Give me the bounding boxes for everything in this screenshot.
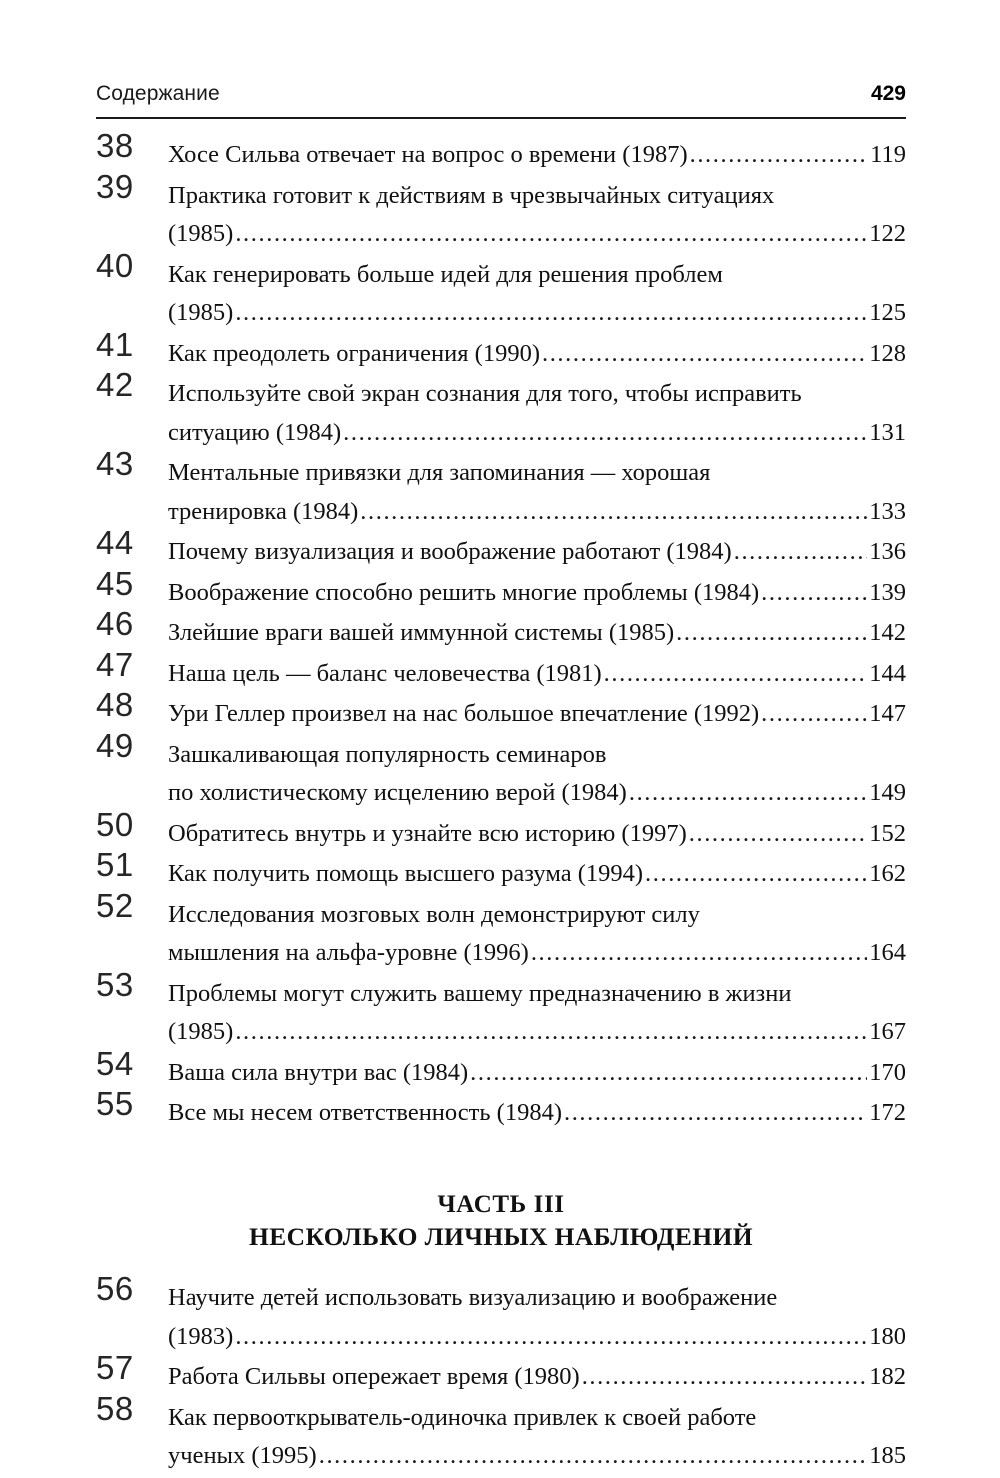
entry-page-number: 131 xyxy=(869,418,906,446)
entry-page-number: 125 xyxy=(869,299,906,326)
toc-entry[interactable] xyxy=(96,686,906,734)
dot-leader xyxy=(235,215,867,254)
entry-page-number: 147 xyxy=(869,700,906,727)
part-heading xyxy=(96,1189,906,1254)
entry-page-number: 119 xyxy=(870,141,906,168)
chapter-number: 39 xyxy=(96,167,134,205)
entry-title-text: Наша цель — баланс человечества (1981) xyxy=(168,659,602,687)
toc-entry[interactable] xyxy=(96,167,906,254)
dot-leader xyxy=(761,574,867,613)
entry-title-text: Хосе Сильва отвечает на вопрос о времени (1987) xyxy=(168,141,688,168)
chapter-number: 45 xyxy=(96,564,134,602)
dot-leader xyxy=(690,136,869,175)
chapter-number: 41 xyxy=(96,325,134,363)
entry-title-line-with-folio xyxy=(168,934,906,973)
entry-title-line-with-folio xyxy=(168,1358,906,1397)
entry-title-text: Как получить помощь высшего разума (1994) xyxy=(168,860,644,887)
part-title: НЕСКОЛЬКО ЛИЧНЫХ НАБЛЮДЕНИЙ xyxy=(249,1221,753,1251)
dot-leader xyxy=(542,335,867,374)
entry-title-text: Все мы несем ответственность (1984) xyxy=(168,1099,562,1126)
entry-title-text: тренировка (1984) xyxy=(168,497,359,525)
entry-title-line-with-folio xyxy=(168,533,906,572)
chapter-number: 44 xyxy=(96,524,134,561)
entry-title-line-with-folio xyxy=(168,1318,906,1357)
toc-entry[interactable] xyxy=(96,726,906,813)
toc-entry[interactable] xyxy=(96,1389,906,1476)
entry-title-text: ситуацию (1984) xyxy=(168,418,342,446)
entry-page-number: 180 xyxy=(869,1322,906,1350)
chapter-number: 40 xyxy=(96,246,134,284)
dot-leader xyxy=(689,815,868,854)
entry-page-number: 149 xyxy=(869,779,906,806)
toc-entry[interactable] xyxy=(96,886,906,973)
entry-page-number: 136 xyxy=(869,538,906,565)
toc-entry[interactable] xyxy=(96,445,906,531)
dot-leader xyxy=(676,614,867,653)
chapter-number: 55 xyxy=(96,1085,134,1122)
entry-title-text: (1985) xyxy=(168,299,234,326)
entry-title-text: (1985) xyxy=(168,1018,234,1045)
chapter-number: 48 xyxy=(96,686,134,723)
dot-leader xyxy=(734,533,868,572)
entry-page-number: 152 xyxy=(869,819,906,847)
toc-entry[interactable] xyxy=(96,127,906,175)
chapter-number: 52 xyxy=(96,886,134,924)
chapter-number: 51 xyxy=(96,846,134,883)
entry-page-number: 170 xyxy=(869,1058,906,1086)
entry-page-number: 128 xyxy=(869,339,906,367)
toc-entry[interactable] xyxy=(96,246,906,333)
entry-title-line-with-folio xyxy=(168,294,906,333)
entry-title-text: ученых (1995) xyxy=(168,1442,317,1470)
toc-entry[interactable] xyxy=(96,645,906,694)
entry-title-line-with-folio xyxy=(168,614,906,653)
entry-title-line-with-folio xyxy=(168,695,906,734)
dot-leader xyxy=(360,493,867,532)
toc-entry[interactable] xyxy=(96,965,906,1052)
toc-entry-list-part-three xyxy=(96,1270,906,1476)
entry-title-text: Злейшие враги вашей иммунной системы (1985) xyxy=(168,619,675,646)
entry-title-text: Работа Сильвы опережает время (1980) xyxy=(168,1363,580,1391)
entry-title-line: Практика готовит к действиям в чрезвычайных ситуациях xyxy=(168,181,775,209)
toc-entry[interactable] xyxy=(96,605,906,653)
entry-title-text: Ури Геллер произвел на нас большое впечатление (1992) xyxy=(168,700,760,727)
entry-title-line: Зашкаливающая популярность семинаров xyxy=(168,740,607,768)
entry-title-line-with-folio xyxy=(168,655,906,694)
entry-title-line-with-folio xyxy=(168,215,906,254)
entry-title-line-with-folio xyxy=(168,493,906,532)
entry-title-line-with-folio xyxy=(168,815,906,854)
entry-title-line: Используйте свой экран сознания для того, чтобы исправить xyxy=(168,380,802,407)
entry-title-line-with-folio xyxy=(168,1054,906,1093)
chapter-number: 53 xyxy=(96,965,134,1003)
dot-leader xyxy=(235,294,867,333)
entry-page-number: 122 xyxy=(869,220,906,247)
dot-leader xyxy=(564,1094,867,1133)
entry-title-text: (1985) xyxy=(168,220,234,247)
entry-page-number: 182 xyxy=(869,1363,906,1391)
dot-leader xyxy=(319,1437,868,1476)
dot-leader xyxy=(629,774,867,813)
entry-title-line-with-folio xyxy=(168,574,906,613)
toc-entry[interactable] xyxy=(96,366,906,452)
entry-title-text: Ваша сила внутри вас (1984) xyxy=(168,1058,469,1086)
toc-entry[interactable] xyxy=(96,1349,906,1397)
chapter-number: 56 xyxy=(96,1270,134,1308)
entry-title-text: Как преодолеть ограничения (1990) xyxy=(168,339,540,367)
entry-page-number: 133 xyxy=(869,497,906,525)
entry-title-text: Обратитесь внутрь и узнайте всю историю (1997) xyxy=(168,819,687,847)
entry-title-text: (1983) xyxy=(168,1322,234,1350)
toc-entry-list xyxy=(96,127,906,1133)
dot-leader xyxy=(235,1318,867,1357)
entry-title-line-with-folio xyxy=(168,1094,906,1133)
entry-title-line: Как первооткрыватель-одиночка привлек к своей работе xyxy=(168,1403,757,1431)
entry-title-line: Исследования мозговых волн демонстрируют силу xyxy=(168,900,700,928)
toc-entry[interactable] xyxy=(96,1044,906,1093)
entry-page-number: 142 xyxy=(869,619,906,646)
chapter-number: 49 xyxy=(96,726,134,764)
table-of-contents xyxy=(96,127,906,1478)
entry-title-line-with-folio xyxy=(168,1013,906,1052)
entry-title-line: Научите детей использовать визуализацию и воображение xyxy=(168,1284,778,1312)
entry-page-number: 162 xyxy=(869,860,906,887)
entry-page-number: 144 xyxy=(869,659,906,687)
entry-title-line: Ментальные привязки для запоминания — хорошая xyxy=(168,459,711,486)
chapter-number: 47 xyxy=(96,645,134,683)
dot-leader xyxy=(235,1013,867,1052)
dot-leader xyxy=(761,695,867,734)
entry-page-number: 139 xyxy=(869,578,906,606)
entry-title-line-with-folio xyxy=(168,136,906,175)
chapter-number: 58 xyxy=(96,1389,134,1427)
part-label: ЧАСТЬ III xyxy=(437,1190,565,1218)
entry-title-line-with-folio xyxy=(168,855,906,894)
chapter-number: 38 xyxy=(96,127,134,164)
chapter-number: 57 xyxy=(96,1349,134,1387)
entry-title-text: Почему визуализация и воображение работают (1984) xyxy=(168,538,732,565)
entry-title-line-with-folio xyxy=(168,414,906,453)
chapter-number: 43 xyxy=(96,445,134,482)
entry-title-line-with-folio xyxy=(168,335,906,374)
toc-entry[interactable] xyxy=(96,846,906,894)
chapter-number: 54 xyxy=(96,1044,134,1082)
dot-leader xyxy=(531,934,867,973)
entry-title-line-with-folio xyxy=(168,774,906,813)
chapter-number: 50 xyxy=(96,805,134,843)
chapter-number: 42 xyxy=(96,366,134,403)
running-head-title: Содержание xyxy=(96,82,220,105)
dot-leader xyxy=(470,1054,867,1093)
page-number: 429 xyxy=(870,82,906,105)
dot-leader xyxy=(604,655,868,694)
toc-entry[interactable] xyxy=(96,1085,906,1133)
entry-title-line: Проблемы могут служить вашему предназначению в жизни xyxy=(168,979,792,1007)
toc-entry[interactable] xyxy=(96,1270,906,1356)
chapter-number: 46 xyxy=(96,605,134,642)
entry-title-text: по холистическому исцелению верой (1984) xyxy=(168,779,627,806)
running-head xyxy=(96,82,906,118)
entry-page-number: 167 xyxy=(869,1018,906,1045)
entry-title-text: Воображение способно решить многие проблемы (1984) xyxy=(168,578,760,606)
entry-title-text: мышления на альфа-уровне (1996) xyxy=(168,939,529,966)
entry-page-number: 164 xyxy=(869,939,906,966)
entry-page-number: 172 xyxy=(869,1099,906,1126)
dot-leader xyxy=(645,855,867,894)
toc-entry[interactable] xyxy=(96,805,906,854)
toc-entry[interactable] xyxy=(96,325,906,374)
header-rule xyxy=(96,117,906,119)
entry-title-line: Как генерировать больше идей для решения проблем xyxy=(168,260,723,288)
dot-leader xyxy=(343,414,867,453)
dot-leader xyxy=(582,1358,868,1397)
entry-title-line-with-folio xyxy=(168,1437,906,1476)
entry-page-number: 185 xyxy=(869,1442,906,1470)
toc-entry[interactable] xyxy=(96,524,906,572)
toc-entry[interactable] xyxy=(96,564,906,613)
